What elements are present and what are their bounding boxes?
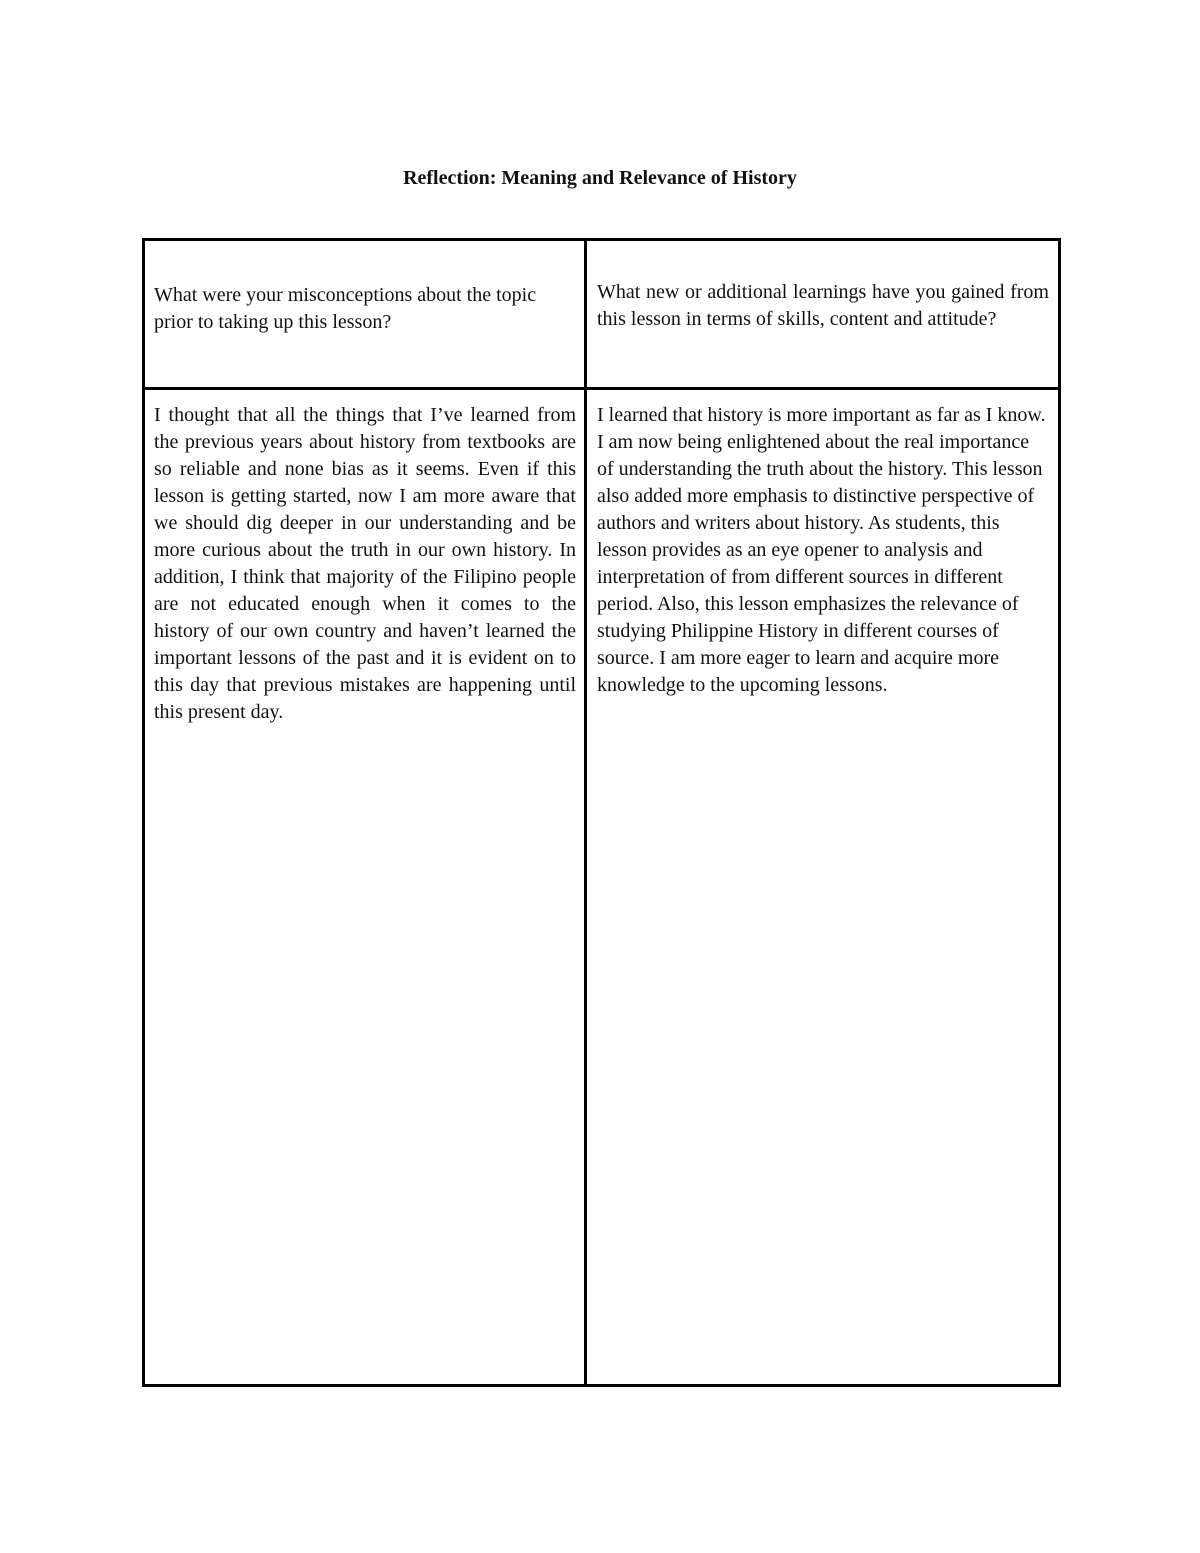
reflection-table: [142, 238, 1061, 1387]
learnings-question: What new or additional learnings have you gained from this lesson in terms of skills, content and attitude?: [587, 241, 1058, 390]
document-title: Reflection: Meaning and Relevance of History: [403, 167, 797, 189]
misconceptions-question: What were your misconceptions about the topic prior to taking up this lesson?: [145, 241, 587, 390]
learnings-answer: I learned that history is more important as far as I know. I am now being enlightened about the real importance of understanding the truth about the history. This lesson also added more emphasis to distinctive perspective of authors and writers about history. As students, this lesson provides as an eye opener to analysis and interpretation of from different sources in different period. Also, this lesson emphasizes the relevance of studying Philippine History in different courses of source. I am more eager to learn and acquire more knowledge to the upcoming lessons.: [597, 404, 1046, 696]
misconceptions-answer: I thought that all the things that I’ve learned from the previous years about history from textbooks are so reliable and none bias as it seems. Even if this lesson is getting started, now I am more aware that we should dig deeper in our understanding and be more curious about the truth in our own history. In addition, I think that majority of the Filipino people are not educated enough when it comes to the history of our own country and haven’t learned the important lessons of the past and it is evident on to this day that previous mistakes are happening until this present day.: [145, 390, 587, 1384]
